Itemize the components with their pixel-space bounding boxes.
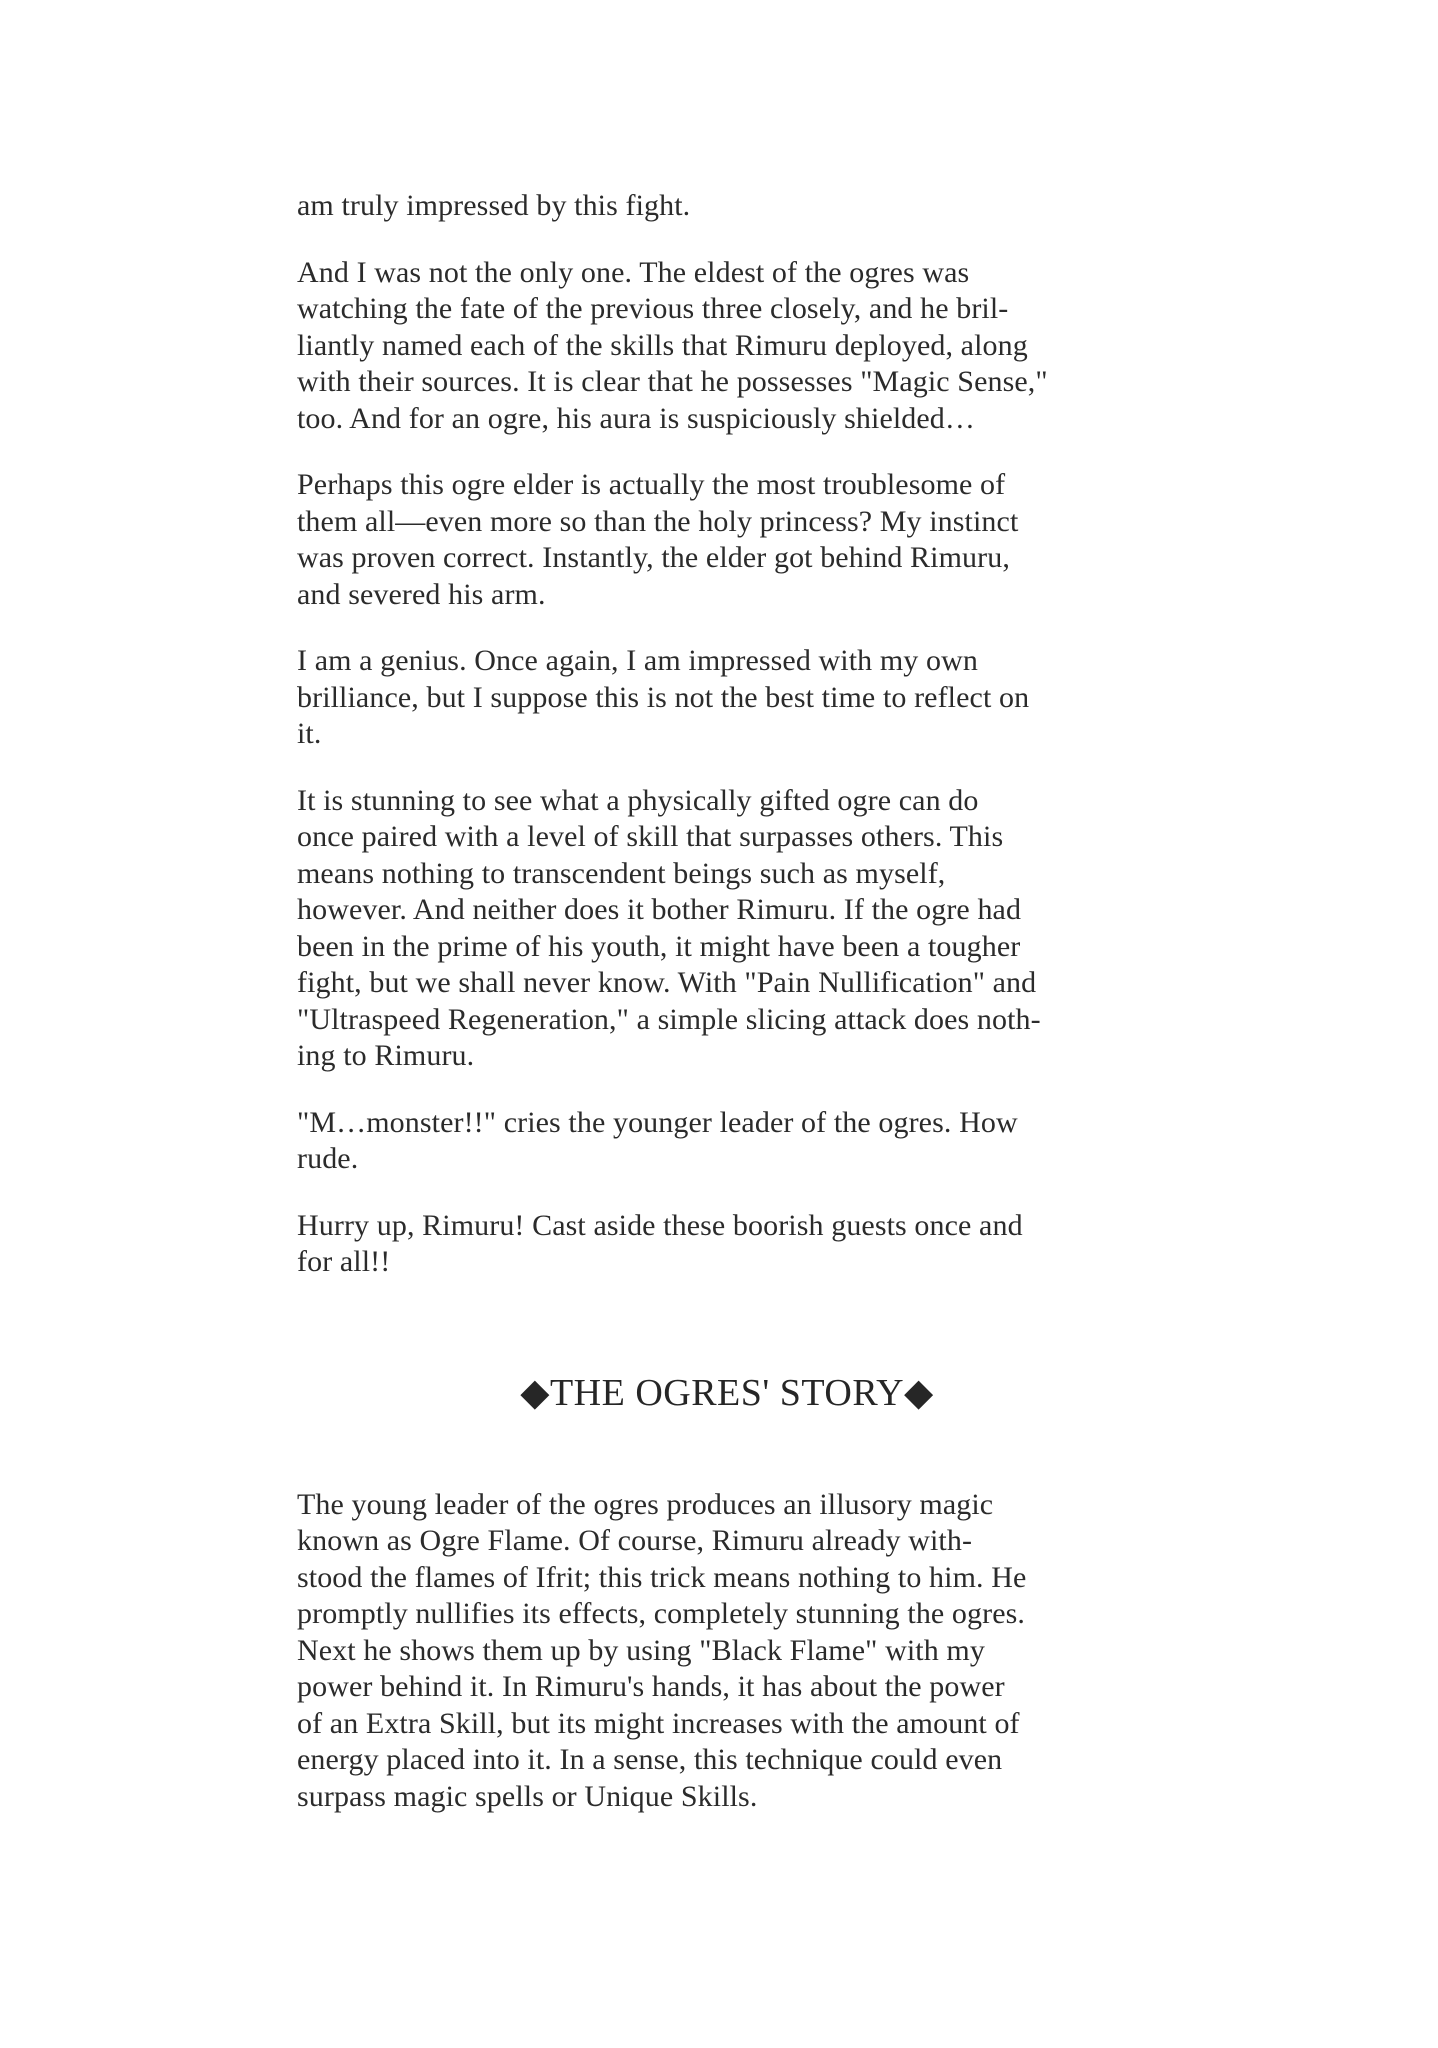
text-line: brilliance, but I suppose this is not the best time to reflect on: [297, 680, 1030, 714]
text-line: it.: [297, 717, 322, 750]
text-line: fight, but we shall never know. With "Pain Nullification" and: [297, 966, 1037, 999]
text-line: been in the prime of his youth, it might have been a tougher: [297, 929, 1021, 963]
text-line: and severed his arm.: [297, 577, 546, 611]
section-heading: ◆THE OGRES' STORY◆: [520, 1371, 934, 1414]
body-text-bottom: [297, 1487, 1157, 1816]
text-column: [297, 188, 1157, 1845]
text-line: ing to Rimuru.: [297, 1039, 475, 1072]
text-line: promptly nullifies its effects, completely stunning the ogres.: [297, 1597, 1026, 1630]
text-line: watching the fate of the previous three closely, and he bril-: [297, 292, 1009, 325]
paragraph: [297, 188, 1157, 225]
paragraph: [297, 1105, 1157, 1178]
text-line: for all!!: [297, 1245, 391, 1278]
text-line: once paired with a level of skill that surpasses others. This: [297, 820, 1004, 853]
text-line: Hurry up, Rimuru! Cast aside these boorish guests once and: [297, 1208, 1023, 1242]
text-line: was proven correct. Instantly, the elder got behind Rimuru,: [297, 541, 1010, 574]
text-line: Perhaps this ogre elder is actually the most troublesome of: [297, 468, 1006, 501]
text-line: known as Ogre Flame. Of course, Rimuru already with-: [297, 1524, 973, 1557]
text-line: means nothing to transcendent beings such as myself,: [297, 856, 946, 890]
text-line: Next he shows them up by using "Black Flame" with my: [297, 1633, 985, 1667]
text-line: am truly impressed by this fight.: [297, 189, 691, 222]
body-text-top: [297, 188, 1157, 1281]
paragraph: [297, 255, 1157, 438]
text-line: power behind it. In Rimuru's hands, it has about the power: [297, 1670, 1005, 1703]
text-line: stood the flames of Ifrit; this trick means nothing to him. He: [297, 1560, 1027, 1594]
paragraph: [297, 1208, 1157, 1281]
text-line: them all—even more so than the holy princess? My instinct: [297, 504, 1019, 538]
text-line: It is stunning to see what a physically gifted ogre can do: [297, 783, 979, 817]
text-line: rude.: [297, 1142, 359, 1175]
text-line: liantly named each of the skills that Rimuru deployed, along: [297, 328, 1028, 362]
text-line: however. And neither does it bother Rimuru. If the ogre had: [297, 893, 1022, 926]
text-line: surpass magic spells or Unique Skills.: [297, 1779, 758, 1813]
text-line: too. And for an ogre, his aura is suspiciously shielded…: [297, 401, 976, 435]
text-line: with their sources. It is clear that he possesses "Magic Sense,": [297, 365, 1048, 398]
text-line: The young leader of the ogres produces an illusory magic: [297, 1487, 994, 1521]
text-line: And I was not the only one. The eldest of the ogres was: [297, 255, 970, 289]
text-line: I am a genius. Once again, I am impressed with my own: [297, 644, 978, 677]
paragraph: [297, 643, 1157, 753]
text-line: "Ultraspeed Regeneration," a simple slicing attack does noth-: [297, 1002, 1041, 1036]
text-line: "M…monster!!" cries the younger leader of the ogres. How: [297, 1105, 1018, 1139]
paragraph: [297, 1487, 1157, 1816]
text-line: energy placed into it. In a sense, this technique could even: [297, 1743, 1003, 1776]
text-line: of an Extra Skill, but its might increases with the amount of: [297, 1706, 1020, 1740]
paragraph: [297, 467, 1157, 613]
paragraph: [297, 783, 1157, 1075]
